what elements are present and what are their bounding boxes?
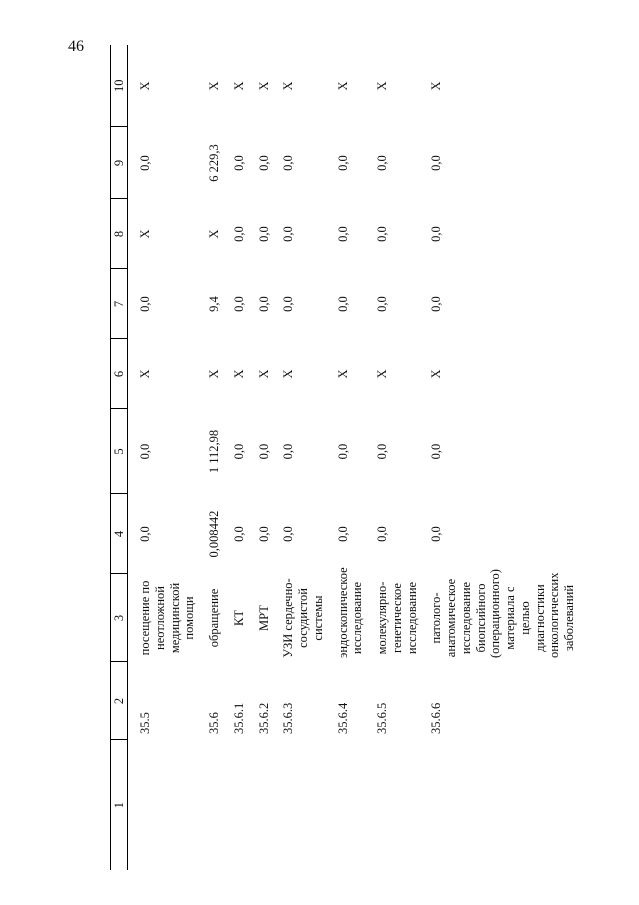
cell-col4: 0,0 [375, 526, 389, 542]
cell-col5: 0,0 [256, 443, 271, 460]
cell-col8: 0,0 [281, 226, 296, 242]
cell-col8: 0,0 [375, 226, 389, 242]
cell-col4: 0,0 [256, 526, 271, 542]
cell-col9: 0,0 [138, 155, 152, 171]
cell-name: УЗИ сердечно-сосудистой системы [281, 578, 325, 658]
data-table [110, 45, 587, 870]
rotated-table-container [110, 45, 639, 870]
column-header: 6 [111, 339, 128, 409]
column-header: 9 [111, 127, 128, 199]
cell-name: обращение [207, 588, 221, 648]
cell-name: молекулярно-генетическое исследование [375, 581, 419, 655]
cell-code: 35.6.1 [231, 702, 246, 734]
cell-col4: 0,0 [335, 526, 350, 542]
column-header: 8 [111, 199, 128, 269]
cell-col4: 0,0 [429, 526, 444, 542]
cell-code: 35.6.4 [335, 702, 350, 734]
cell-col10: X [429, 81, 444, 91]
cell-col4: 0,008442 [207, 510, 221, 558]
cell-col1 [128, 740, 208, 870]
cell-col9: 0,0 [231, 155, 246, 171]
cell-col8: 0,0 [429, 226, 444, 242]
cell-col6: X [207, 369, 221, 379]
column-header: 7 [111, 269, 128, 339]
table-row [281, 45, 335, 870]
cell-code: 35.5 [138, 712, 152, 734]
cell-col9: 0,0 [256, 155, 271, 171]
cell-col1 [281, 740, 335, 870]
cell-col6: X [281, 369, 296, 379]
cell-col5: 0,0 [281, 443, 296, 460]
cell-col7: 0,0 [231, 296, 246, 312]
table-row [207, 45, 232, 870]
cell-col9: 0,0 [429, 155, 444, 171]
cell-col10: X [256, 81, 271, 91]
cell-col8: X [138, 229, 152, 239]
table-row [429, 45, 587, 870]
cell-name: МРТ [256, 605, 271, 631]
cell-code: 35.6.3 [281, 702, 296, 734]
cell-col10: X [281, 81, 296, 91]
cell-col10: X [375, 81, 389, 91]
column-header: 4 [111, 494, 128, 574]
cell-col6: X [256, 369, 271, 379]
cell-col1 [429, 740, 587, 870]
table-header [111, 45, 128, 870]
cell-col5: 0,0 [138, 443, 152, 460]
cell-col5: 0,0 [375, 443, 389, 460]
cell-col8: 0,0 [256, 226, 271, 242]
cell-col4: 0,0 [231, 526, 246, 542]
cell-name: посещение по неотложной медицинской помощи [138, 580, 197, 656]
column-header: 5 [111, 409, 128, 494]
table-row [232, 45, 257, 870]
column-header: 10 [111, 45, 128, 127]
cell-col7: 0,0 [429, 296, 444, 312]
cell-col6: X [335, 369, 350, 379]
cell-col4: 0,0 [281, 526, 296, 542]
cell-col6: X [231, 369, 246, 379]
cell-col7: 0,0 [335, 296, 350, 312]
column-header: 3 [111, 574, 128, 662]
cell-col7: 0,0 [281, 296, 296, 312]
cell-col6: X [375, 369, 389, 379]
cell-col9: 0,0 [281, 155, 296, 171]
cell-col7: 0,0 [138, 296, 152, 312]
cell-col1 [336, 740, 376, 870]
cell-col10: X [207, 81, 221, 91]
cell-col10: X [138, 81, 152, 91]
cell-col8: X [207, 229, 221, 239]
cell-code: 35.6.2 [256, 702, 271, 734]
cell-col8: 0,0 [231, 226, 246, 242]
cell-col4: 0,0 [138, 526, 152, 542]
cell-col5: 0,0 [335, 443, 350, 460]
page-number: 46 [68, 38, 84, 55]
table-row [257, 45, 282, 870]
cell-col1 [375, 740, 429, 870]
cell-col9: 0,0 [335, 155, 350, 171]
cell-code: 35.6.6 [429, 702, 444, 734]
cell-col10: X [231, 81, 246, 91]
cell-col6: X [429, 369, 444, 379]
cell-col5: 1 112,98 [207, 429, 221, 474]
cell-col10: X [335, 81, 350, 91]
cell-name: эндоскопическое исследование [335, 567, 365, 658]
cell-code: 35.6 [207, 712, 221, 734]
cell-name: патолого-анатомическое исследование биопсийного (операционного) материала с целью диагностики онкологических заболеваний [429, 569, 576, 658]
cell-col7: 0,0 [256, 296, 271, 312]
cell-col1 [207, 740, 232, 870]
table-row [375, 45, 429, 870]
cell-col9: 0,0 [375, 155, 389, 171]
cell-code: 35.6.5 [375, 702, 389, 734]
cell-col1 [257, 740, 282, 870]
cell-col5: 0,0 [231, 443, 246, 460]
cell-col6: X [138, 369, 152, 379]
cell-col8: 0,0 [335, 226, 350, 242]
table-row [336, 45, 376, 870]
cell-col7: 9,4 [207, 296, 221, 312]
table-row [128, 45, 208, 870]
column-header: 1 [111, 740, 128, 870]
column-header: 2 [111, 662, 128, 740]
cell-col1 [232, 740, 257, 870]
cell-col5: 0,0 [429, 443, 444, 460]
cell-col9: 6 229,3 [207, 144, 221, 182]
cell-name: КТ [231, 610, 246, 626]
cell-col7: 0,0 [375, 296, 389, 312]
